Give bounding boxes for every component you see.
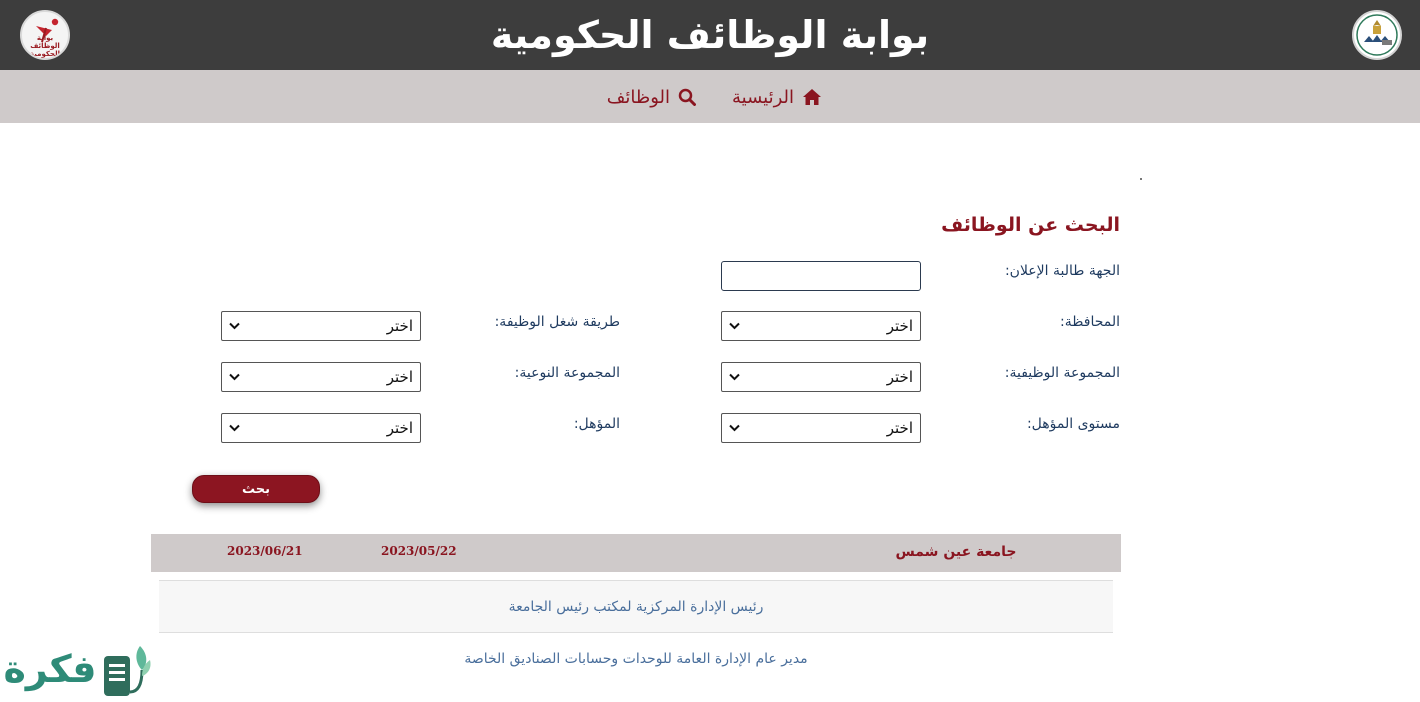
job-group-select[interactable] bbox=[721, 362, 921, 392]
job-group-label: المجموعة الوظيفية: bbox=[1004, 365, 1120, 381]
search-icon bbox=[678, 88, 696, 106]
chevron-down-icon bbox=[229, 424, 240, 432]
job-group-select-value: اختر bbox=[886, 368, 913, 386]
site-title: بوابة الوظائف الحكومية bbox=[490, 13, 930, 57]
chevron-down-icon bbox=[729, 424, 740, 432]
qualification-level-select-value: اختر bbox=[886, 419, 913, 437]
end-date: 2023/06/21 bbox=[227, 544, 303, 558]
egypt-seal-icon bbox=[1354, 12, 1400, 58]
portal-logo-text: بوابة الوظائف الحكومية bbox=[30, 34, 60, 58]
job-method-label: طريقة شغل الوظيفة: bbox=[494, 314, 620, 330]
top-header bbox=[0, 0, 1420, 70]
qualification-label: المؤهل: bbox=[573, 416, 620, 432]
chevron-down-icon bbox=[729, 373, 740, 381]
nav-item-jobs[interactable] bbox=[604, 84, 696, 110]
qualification-level-label: مستوى المؤهل: bbox=[1026, 416, 1120, 432]
main-navbar bbox=[0, 70, 1420, 123]
job-method-select-value: اختر bbox=[386, 317, 413, 335]
search-heading: البحث عن الوظائف bbox=[941, 214, 1120, 236]
government-seal[interactable] bbox=[1352, 10, 1402, 60]
nav-item-jobs-label: الوظائف bbox=[606, 86, 670, 108]
stray-dot bbox=[1140, 178, 1142, 180]
home-icon bbox=[802, 88, 822, 106]
job-row[interactable]: مدير عام الإدارة العامة للوحدات وحسابات الصناديق الخاصة bbox=[464, 651, 808, 667]
watermark-text: فكرة bbox=[3, 647, 97, 691]
nav-item-home-label: الرئيسية bbox=[732, 86, 794, 108]
start-date: 2023/05/22 bbox=[381, 544, 457, 558]
organization-name: جامعة عين شمس bbox=[895, 544, 1017, 560]
nav-item-home[interactable] bbox=[730, 84, 822, 110]
chevron-down-icon bbox=[229, 322, 240, 330]
governorate-label: المحافظة: bbox=[1060, 314, 1120, 330]
qualification-select[interactable] bbox=[221, 413, 421, 443]
type-group-label: المجموعة النوعية: bbox=[514, 365, 620, 381]
type-group-select[interactable] bbox=[221, 362, 421, 392]
advertiser-input[interactable] bbox=[721, 261, 921, 291]
book-plant-icon bbox=[100, 640, 152, 702]
type-group-select-value: اختر bbox=[386, 368, 413, 386]
job-method-select[interactable] bbox=[221, 311, 421, 341]
governorate-select-value: اختر bbox=[886, 317, 913, 335]
result-header[interactable] bbox=[151, 534, 1121, 572]
job-row[interactable]: رئيس الإدارة المركزية لمكتب رئيس الجامعة bbox=[159, 580, 1113, 633]
chevron-down-icon bbox=[229, 373, 240, 381]
qualification-select-value: اختر bbox=[386, 419, 413, 437]
fekra-watermark bbox=[0, 638, 160, 702]
qualification-level-select[interactable] bbox=[721, 413, 921, 443]
search-button[interactable]: بحث bbox=[192, 475, 320, 503]
chevron-down-icon bbox=[729, 322, 740, 330]
governorate-select[interactable] bbox=[721, 311, 921, 341]
advertiser-label: الجهة طالبة الإعلان: bbox=[1004, 263, 1120, 279]
